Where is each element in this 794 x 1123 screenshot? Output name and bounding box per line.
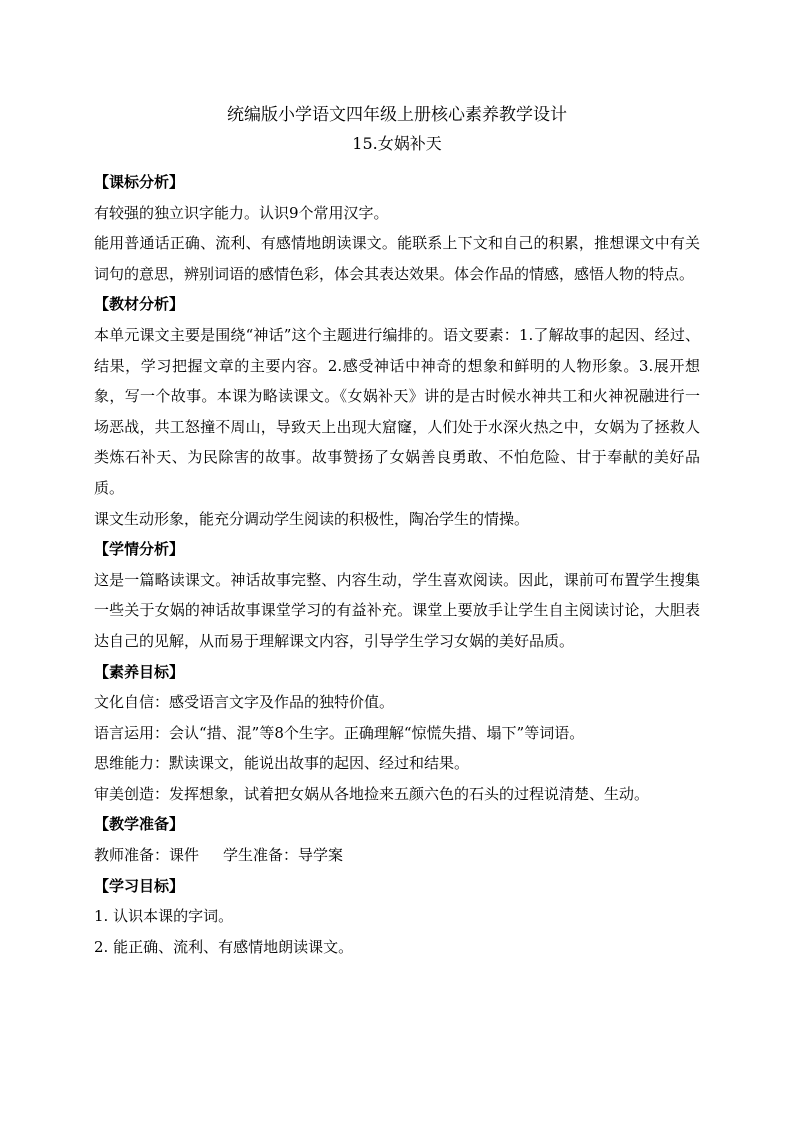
preparation-line [94,840,700,871]
literacy-goal-language: 语言运用：会认“措、混”等8个生字。正确理解“惊慌失措、塌下”等词语。 [94,723,585,742]
literacy-heading: 【素养目标】 [94,662,185,681]
student-preparation: 学生准备：导学案 [223,846,344,865]
curriculum-heading: 【课标分析】 [94,173,185,191]
textbook-paragraph-1: 本单元课文主要是围绕“神话”这个主题进行编排的。语文要素：1.了解故事的起因、经过、结果，学习把握文章的主要内容。2.感受神话中神奇的想象和鲜明的人物形象。3.展开想象，写一个故事。本课为略读课文。《女娲补天》讲的是古时候水神共工和火神祝融进行一场恶战，共工怒撞不周山，导致天上出现大窟窿，人们处于水深火热之中，女娲为了拯救人类炼石补天、为民除害的故事。故事赞扬了女娲善良勇敢、不怕危险、甘于奉献的美好品质。 [94,325,700,497]
objectives-heading: 【学习目标】 [94,876,185,895]
literacy-goal-culture: 文化自信：感受语言文字及作品的独特价值。 [94,693,395,712]
learner-paragraph: 这是一篇略读课文。神话故事完整、内容生动，学生喜欢阅读。因此，课前可布置学生搜集一些关于女娲的神话故事课堂学习的有益补充。课堂上要放手让学生自主阅读讨论，大胆表达自己的见解，从而易于理解课文内容，引导学生学习女娲的美好品质。 [94,570,700,650]
textbook-paragraph-2: 课文生动形象，能充分调动学生阅读的积极性，陶冶学生的情操。 [94,509,530,528]
textbook-heading: 【教材分析】 [94,295,185,314]
objective-item-2: 2. 能正确、流利、有感情地朗读课文。 [94,937,354,956]
objective-item-1: 1. 认识本课的字词。 [94,907,234,926]
teacher-preparation: 教师准备：课件 [94,846,200,865]
document-page [94,103,700,962]
curriculum-paragraph-1: 有较强的独立识字能力。认识9个常用汉字。 [94,203,389,222]
curriculum-paragraph-2: 能用普通话正确、流利、有感情地朗读课文。能联系上下文和自己的积累，推想课文中有关词句的意思，辨别词语的感情色彩，体会其表达效果。体会作品的情感，感悟人物的特点。 [94,234,700,283]
learner-heading: 【学情分析】 [94,540,185,559]
literacy-goal-thinking: 思维能力：默读课文，能说出故事的起因、经过和结果。 [94,754,470,773]
literacy-goal-aesthetic: 审美创造：发挥想象，试着把女娲从各地捡来五颜六色的石头的过程说清楚、生动。 [94,784,650,803]
preparation-heading: 【教学准备】 [94,815,185,834]
lesson-title: 15.女娲补天 [352,134,442,153]
document-title: 统编版小学语文四年级上册核心素养教学设计 [227,105,567,125]
